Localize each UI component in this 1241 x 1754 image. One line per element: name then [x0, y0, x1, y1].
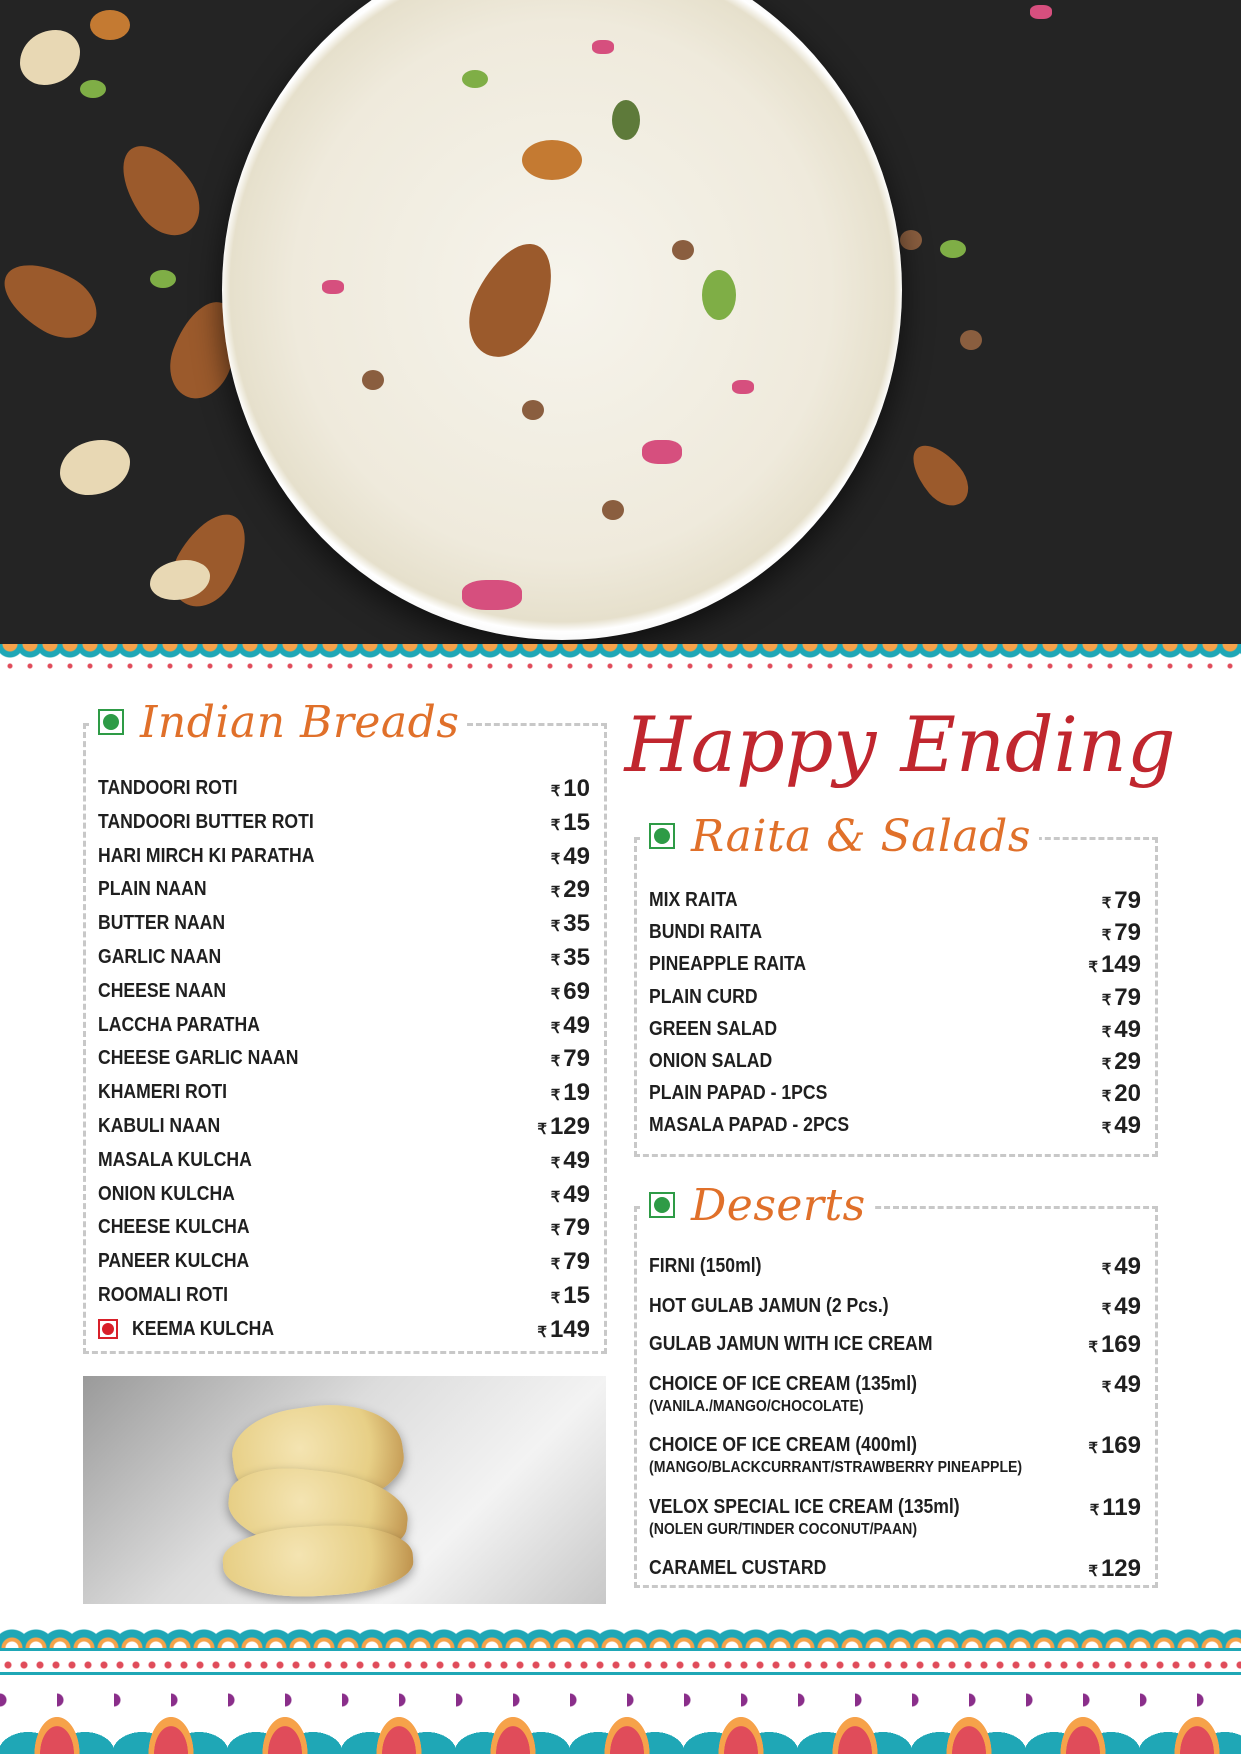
- rupee-icon: ₹: [537, 1121, 547, 1138]
- decorative-border-bottom: [0, 1618, 1241, 1754]
- price-value: 149: [549, 1315, 590, 1343]
- menu-item-name: KHAMERI ROTI: [98, 1081, 228, 1104]
- rupee-icon: ₹: [1101, 991, 1112, 1009]
- menu-item-text: [98, 910, 242, 936]
- price-value: 49: [1114, 1015, 1141, 1043]
- price-value: 49: [563, 1146, 590, 1174]
- rupee-icon: ₹: [550, 1290, 561, 1307]
- menu-item-text: [649, 1016, 795, 1042]
- menu-item-price: [1088, 1331, 1141, 1359]
- almond-garnish: [455, 231, 569, 369]
- deserts-section: [634, 1179, 1158, 1588]
- menu-item: [98, 1045, 590, 1073]
- rupee-icon: ₹: [1088, 1440, 1098, 1457]
- hazelnut-garnish: [602, 500, 624, 520]
- menu-item: [649, 1432, 1141, 1478]
- menu-item: [649, 951, 1141, 979]
- menu-item-price: [551, 978, 590, 1006]
- hero-kheer-photo: [0, 0, 1241, 650]
- menu-item-name: ONION SALAD: [649, 1050, 773, 1072]
- menu-item-price: [1088, 1555, 1141, 1583]
- rose-petal-garnish: [1030, 5, 1052, 19]
- almond-garnish: [107, 132, 214, 248]
- hazelnut-garnish: [362, 370, 384, 390]
- price-value: 129: [549, 1113, 590, 1140]
- pista-garnish: [612, 100, 640, 140]
- menu-item: [649, 984, 1141, 1012]
- price-value: 79: [563, 1214, 590, 1242]
- price-value: 49: [563, 1180, 590, 1208]
- menu-item-name: BUTTER NAAN: [98, 912, 226, 935]
- menu-item-text: [98, 978, 244, 1004]
- price-value: 169: [1100, 1331, 1141, 1358]
- price-value: 19: [563, 1079, 590, 1107]
- menu-item-name: CHEESE NAAN: [98, 979, 227, 1002]
- menu-item-options: (MANGO/BLACKCURRANT/STRAWBERRY PINEAPPLE): [649, 1459, 1023, 1476]
- rupee-icon: ₹: [1101, 1056, 1112, 1073]
- menu-item-price: [1102, 1293, 1141, 1321]
- menu-item-price: [551, 1214, 590, 1242]
- menu-item-name: FIRNI (150ml): [649, 1255, 762, 1277]
- menu-item-price: [1088, 951, 1141, 979]
- menu-item-text: [98, 1181, 254, 1207]
- menu-item: [98, 1248, 590, 1276]
- rupee-icon: ₹: [550, 816, 561, 834]
- menu-item-name: LACCHA PARATHA: [98, 1013, 260, 1036]
- menu-item: [98, 1214, 590, 1242]
- veg-icon: [649, 823, 675, 849]
- deserts-title: Deserts: [691, 1179, 866, 1231]
- menu-item-name: PANEER KULCHA: [98, 1250, 250, 1273]
- kheer-bowl: [222, 0, 902, 640]
- pista-garnish: [940, 240, 966, 258]
- menu-item-options: (VANILA./MANGO/CHOCOLATE): [649, 1398, 864, 1415]
- menu-item-name: PINEAPPLE RAITA: [649, 953, 807, 976]
- price-value: 119: [1102, 1494, 1141, 1521]
- menu-item-price: [551, 1012, 590, 1040]
- price-value: 49: [563, 842, 590, 870]
- menu-item-text: [98, 843, 344, 869]
- menu-item-price: [551, 1147, 590, 1175]
- menu-item-name: CHEESE GARLIC NAAN: [98, 1047, 299, 1070]
- menu-item-text: [649, 1293, 921, 1319]
- menu-item-price: [1102, 1016, 1141, 1044]
- menu-item-price: [551, 843, 590, 871]
- rupee-icon: ₹: [1101, 927, 1112, 945]
- price-value: 69: [563, 977, 590, 1005]
- menu-item-text: [98, 809, 343, 835]
- menu-item: [649, 1048, 1141, 1076]
- menu-item-name: CHOICE OF ICE CREAM (135ml): [649, 1373, 917, 1395]
- pista-garnish: [150, 270, 176, 288]
- menu-item-name: BUNDI RAITA: [649, 921, 763, 944]
- deserts-header: [641, 1175, 874, 1235]
- rupee-icon: ₹: [550, 1188, 561, 1206]
- decorative-border-top: [0, 644, 1241, 672]
- non-veg-icon: [98, 1319, 118, 1339]
- menu-item: [98, 876, 590, 904]
- menu-item-text: [98, 1147, 273, 1173]
- menu-item-text: [98, 1282, 246, 1308]
- price-value: 35: [563, 944, 590, 971]
- menu-item-name: CARAMEL CUSTARD: [649, 1557, 827, 1579]
- rupee-icon: ₹: [1089, 1502, 1100, 1519]
- menu-item-price: [551, 809, 590, 837]
- menu-item-price: [551, 1248, 590, 1276]
- menu-item-price: [1088, 1432, 1141, 1460]
- menu-item-name: MIX RAITA: [649, 889, 738, 911]
- menu-item-text: [98, 1248, 270, 1274]
- rupee-icon: ₹: [550, 1222, 561, 1240]
- menu-item-price: [1102, 1253, 1141, 1281]
- menu-item-name: CHOICE OF ICE CREAM (400ml): [649, 1434, 917, 1456]
- menu-item-name: GARLIC NAAN: [98, 946, 222, 968]
- cashew-garnish: [60, 440, 130, 495]
- menu-item-price: [1102, 984, 1141, 1012]
- price-value: 49: [1114, 1293, 1141, 1320]
- menu-item-price: [1102, 1371, 1141, 1399]
- pista-garnish: [80, 80, 106, 98]
- price-value: 49: [563, 1011, 590, 1039]
- almond-garnish: [0, 249, 108, 351]
- menu-item-text: [98, 1045, 326, 1071]
- veg-icon: [98, 709, 124, 735]
- almond-garnish: [159, 502, 261, 619]
- menu-item: [98, 1316, 590, 1344]
- naan-photo: [83, 1376, 606, 1604]
- rupee-icon: ₹: [550, 1087, 561, 1105]
- menu-item: [98, 1079, 590, 1107]
- price-value: 20: [1114, 1080, 1141, 1108]
- menu-item-name: PLAIN PAPAD - 1PCS: [649, 1082, 828, 1105]
- hazelnut-garnish: [672, 240, 694, 260]
- menu-item-name: TANDOORI BUTTER ROTI: [98, 810, 314, 833]
- menu-item-price: [551, 910, 590, 938]
- price-value: 29: [563, 876, 590, 904]
- page-heading: Happy Ending: [624, 700, 1176, 789]
- raita-salads-header: [641, 806, 1039, 866]
- raisin-garnish: [90, 10, 130, 40]
- menu-item-options: (NOLEN GUR/TINDER COCONUT/PAAN): [649, 1521, 918, 1538]
- menu-item: [649, 887, 1141, 915]
- menu-item-price: [551, 1045, 590, 1073]
- menu-item-price: [537, 1316, 590, 1344]
- menu-item-text: [649, 1253, 777, 1279]
- menu-item-text: [98, 1113, 237, 1139]
- price-value: 79: [1114, 983, 1141, 1011]
- menu-item: [98, 1012, 590, 1040]
- menu-item: [649, 1112, 1141, 1140]
- menu-item: [649, 1016, 1141, 1044]
- menu-item-price: [1102, 919, 1141, 947]
- price-value: 15: [563, 808, 590, 836]
- raisin-garnish: [522, 140, 582, 180]
- menu-item-price: [551, 1079, 590, 1107]
- menu-item-price: [551, 775, 590, 803]
- menu-item-price: [1102, 1112, 1141, 1140]
- rose-petal-garnish: [592, 40, 614, 54]
- price-value: 10: [563, 775, 590, 802]
- menu-item: [98, 944, 590, 972]
- rupee-icon: ₹: [550, 850, 561, 868]
- menu-item-name: GULAB JAMUN WITH ICE CREAM: [649, 1333, 933, 1355]
- price-value: 129: [1100, 1555, 1141, 1582]
- rupee-icon: ₹: [1101, 1379, 1112, 1396]
- menu-item: [98, 978, 590, 1006]
- rupee-icon: ₹: [1101, 1023, 1112, 1041]
- rupee-icon: ₹: [550, 884, 561, 902]
- hazelnut-garnish: [522, 400, 544, 420]
- menu-item-name: GREEN SALAD: [649, 1017, 778, 1040]
- menu-item: [649, 1555, 1141, 1583]
- menu-item: [649, 1494, 1141, 1540]
- rupee-icon: ₹: [1101, 1261, 1112, 1278]
- menu-item-name: ONION KULCHA: [98, 1182, 235, 1205]
- menu-item: [98, 1282, 590, 1310]
- menu-item-name: HOT GULAB JAMUN (2 Pcs.): [649, 1295, 889, 1317]
- price-value: 79: [563, 1045, 590, 1073]
- rose-petal-garnish: [642, 440, 682, 464]
- hazelnut-garnish: [960, 330, 982, 350]
- rupee-icon: ₹: [550, 1053, 561, 1071]
- rupee-icon: ₹: [537, 1323, 547, 1341]
- menu-item-name: VELOX SPECIAL ICE CREAM (135ml): [649, 1496, 960, 1518]
- almond-garnish: [902, 435, 978, 514]
- menu-item-price: [1090, 1494, 1141, 1522]
- indian-breads-section: [83, 696, 607, 1354]
- menu-item-text: [649, 1432, 1073, 1478]
- menu-item: [98, 809, 590, 837]
- menu-item-text: [98, 1012, 282, 1038]
- menu-item: [649, 1253, 1141, 1281]
- menu-item-price: [1102, 887, 1141, 915]
- menu-item: [98, 1113, 590, 1141]
- rupee-icon: ₹: [1101, 1301, 1112, 1318]
- cashew-garnish: [20, 30, 80, 85]
- hazelnut-garnish: [900, 230, 922, 250]
- price-value: 29: [1114, 1048, 1141, 1075]
- rupee-icon: ₹: [1088, 1339, 1098, 1356]
- menu-item-text: [98, 1079, 245, 1105]
- menu-item-text: [98, 1214, 270, 1240]
- menu-item-name: MASALA PAPAD - 2PCS: [649, 1114, 850, 1137]
- rupee-icon: ₹: [1088, 1563, 1098, 1580]
- rupee-icon: ₹: [550, 918, 561, 936]
- menu-item-name: TANDOORI ROTI: [98, 777, 238, 799]
- menu-item-text: [98, 1316, 293, 1342]
- rose-petal-garnish: [732, 380, 754, 394]
- price-value: 79: [1114, 887, 1141, 914]
- menu-item: [98, 910, 590, 938]
- menu-item-text: [649, 1494, 1002, 1540]
- rupee-icon: ₹: [550, 985, 561, 1003]
- price-value: 79: [563, 1248, 590, 1276]
- menu-item-text: [649, 1331, 971, 1357]
- menu-item-text: [98, 944, 238, 970]
- menu-item-price: [551, 1282, 590, 1310]
- raita-salads-section: [634, 810, 1158, 1157]
- raita-salads-title: Raita & Salads: [691, 810, 1031, 862]
- menu-item-text: [98, 775, 257, 801]
- menu-item-name: KABULI NAAN: [98, 1115, 221, 1137]
- indian-breads-header: [90, 692, 467, 752]
- menu-item-text: [649, 919, 778, 945]
- price-value: 15: [563, 1282, 590, 1309]
- menu-item: [649, 919, 1141, 947]
- menu-item-price: [1102, 1080, 1141, 1108]
- indian-breads-title: Indian Breads: [140, 696, 460, 748]
- menu-item: [649, 1371, 1141, 1417]
- rupee-icon: ₹: [550, 783, 561, 800]
- menu-item-text: [649, 1371, 953, 1417]
- price-value: 79: [1114, 919, 1141, 947]
- menu-item: [98, 1181, 590, 1209]
- menu-item-name: MASALA KULCHA: [98, 1148, 252, 1171]
- rupee-icon: ₹: [1088, 959, 1098, 977]
- rose-petal-garnish: [462, 580, 522, 610]
- menu-item-name: PLAIN CURD: [649, 985, 758, 1008]
- menu-item-name: HARI MIRCH KI PARATHA: [98, 844, 315, 867]
- menu-item: [649, 1080, 1141, 1108]
- menu-item-text: [649, 1112, 876, 1138]
- rupee-icon: ₹: [1101, 1088, 1112, 1106]
- menu-item-name: KEEMA KULCHA: [132, 1317, 275, 1340]
- rupee-icon: ₹: [550, 952, 561, 969]
- menu-item-text: [649, 1555, 850, 1581]
- price-value: 35: [563, 910, 590, 938]
- price-value: 149: [1100, 951, 1141, 979]
- menu-item-text: [649, 951, 828, 977]
- menu-item: [98, 775, 590, 803]
- menu-item: [649, 1331, 1141, 1359]
- menu-item-text: [649, 984, 772, 1010]
- rupee-icon: ₹: [550, 1154, 561, 1172]
- price-value: 49: [1114, 1253, 1141, 1280]
- menu-item-price: [537, 1113, 590, 1141]
- rupee-icon: ₹: [1101, 895, 1112, 912]
- menu-item-text: [649, 887, 750, 913]
- rose-petal-garnish: [322, 280, 344, 294]
- menu-item-name: ROOMALI ROTI: [98, 1284, 229, 1306]
- price-value: 169: [1100, 1432, 1141, 1459]
- menu-item-price: [1102, 1048, 1141, 1076]
- rupee-icon: ₹: [550, 1256, 561, 1274]
- veg-icon: [649, 1192, 675, 1218]
- price-value: 49: [1114, 1112, 1141, 1140]
- menu-item-price: [551, 876, 590, 904]
- price-value: 49: [1114, 1371, 1141, 1398]
- rupee-icon: ₹: [1101, 1120, 1112, 1138]
- menu-item-text: [649, 1080, 852, 1106]
- pista-garnish: [702, 270, 736, 320]
- menu-item-name: PLAIN NAAN: [98, 878, 207, 901]
- menu-item-name: CHEESE KULCHA: [98, 1216, 250, 1239]
- menu-item-text: [649, 1048, 789, 1074]
- menu-item: [98, 843, 590, 871]
- menu-item: [98, 1147, 590, 1175]
- pista-garnish: [462, 70, 488, 88]
- menu-item-text: [98, 876, 221, 902]
- menu-item: [649, 1293, 1141, 1321]
- rupee-icon: ₹: [550, 1019, 561, 1037]
- menu-item-price: [551, 944, 590, 972]
- menu-item-price: [551, 1181, 590, 1209]
